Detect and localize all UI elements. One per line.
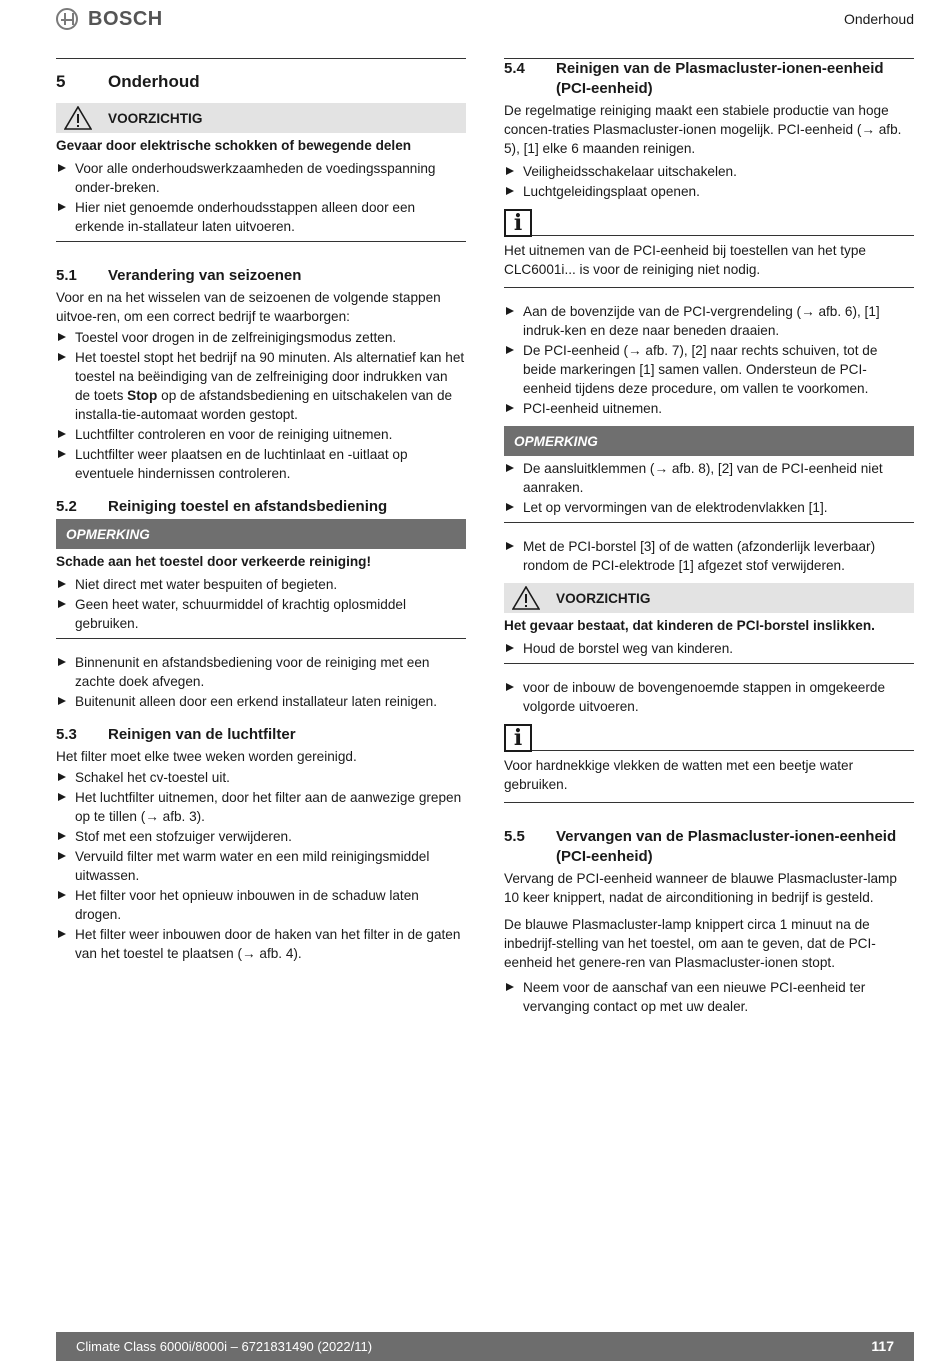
bosch-armature-icon (56, 8, 78, 30)
warning-bar (504, 583, 914, 613)
list-item: Het filter voor het opnieuw inbouwen in de schaduw laten drogen. (56, 886, 466, 924)
warning-steps (504, 639, 914, 658)
info-block (504, 209, 914, 288)
note-block (504, 426, 914, 523)
list-item: Aan de bovenzijde van de PCI-vergrendeling (→ afb. 6), [1] indruk-ken en deze naar beneden draaien. (504, 302, 914, 340)
warning-bar (56, 103, 466, 133)
divider (532, 235, 914, 236)
list-item: De aansluitklemmen (→ afb. 8), [2] van de PCI-eenheid niet aanraken. (504, 459, 914, 497)
list-item: Geen heet water, schuurmiddel of krachtig oplosmiddel gebruiken. (56, 595, 466, 633)
left-column (56, 58, 466, 964)
steps-5-4b (504, 302, 914, 418)
steps-5-4a (504, 162, 914, 201)
note-headline: Schade aan het toestel door verkeerde reiniging! (56, 554, 372, 569)
note-bar: OPMERKING (504, 426, 914, 456)
steps-5-5 (504, 978, 914, 1016)
list-item: Stof met een stofzuiger verwijderen. (56, 827, 466, 846)
info-text: Voor hardnekkige vlekken de watten met een beetje water gebruiken. (504, 758, 854, 792)
steps-5-1 (56, 328, 466, 483)
section-heading-5-5 (504, 827, 914, 867)
section-number: 5.5 (504, 828, 525, 845)
info-header (504, 724, 914, 752)
section-heading-5-4 (504, 59, 914, 99)
running-title: Onderhoud (843, 11, 914, 27)
list-item: voor de inbouw de bovengenoemde stappen in omgekeerde volgorde uitvoeren. (504, 678, 914, 716)
page-number: 117 (871, 1338, 894, 1354)
section-title: Reinigen van de luchtfilter (108, 726, 296, 743)
right-column (504, 58, 914, 1017)
list-item: PCI-eenheid uitnemen. (504, 399, 914, 418)
section-number: 5.1 (56, 267, 77, 284)
section-heading-5-1 (56, 266, 466, 286)
note-steps (56, 575, 466, 633)
document-reference: Climate Class 6000i/8000i – 6721831490 (2022/11) (76, 1339, 373, 1354)
warning-block (504, 583, 914, 664)
section-number: 5.2 (56, 498, 77, 515)
info-icon: i (504, 209, 532, 237)
steps-5-4d (504, 678, 914, 716)
list-item: Luchtgeleidingsplaat openen. (504, 182, 914, 201)
warning-triangle-icon (504, 586, 556, 610)
list-item: Luchtfilter controleren en voor de reiniging uitnemen. (56, 425, 466, 444)
section-heading-5-3 (56, 725, 466, 745)
section-number: 5.4 (504, 60, 525, 77)
list-item: Voor alle onderhoudswerkzaamheden de voedingsspanning onder-breken. (56, 159, 466, 197)
warning-headline: Het gevaar bestaat, dat kinderen de PCI-borstel inslikken. (504, 618, 875, 633)
list-item: Vervuild filter met warm water en een mild reinigingsmiddel uitwassen. (56, 847, 466, 885)
page-footer (56, 1332, 914, 1361)
paragraph: De regelmatige reiniging maakt een stabiele productie van hoge concen-traties Plasmacluster-ionen mogelijk. PCI-eenheid (→ afb. 5), [1] elke 6 maanden reinigen. (504, 103, 902, 156)
section-title: Verandering van seizoenen (108, 267, 302, 284)
section-title: Reinigen van de Plasmacluster-ionen-eenheid (PCI-eenheid) (556, 60, 884, 97)
paragraph: Het filter moet elke twee weken worden gereinigd. (56, 749, 357, 764)
list-item: Luchtfilter weer plaatsen en de luchtinlaat en -uitlaat op eventuele hindernissen controleren. (56, 445, 466, 483)
paragraph: De blauwe Plasmacluster-lamp knippert circa 1 minuut na de inbedrijf-stelling van het toestel, om aan te geven, dat de PCI-eenheid het genere-ren van Plasmacluster-ionen stopt. (504, 917, 876, 970)
info-text: Het uitnemen van de PCI-eenheid bij toestellen van het type CLC6001i... is voor de reiniging niet nodig. (504, 243, 866, 277)
bosch-logo (56, 8, 163, 30)
list-item: Het luchtfilter uitnemen, door het filter aan de aanwezige grepen op te tillen (→ afb. 3). (56, 788, 466, 826)
list-item: Neem voor de aanschaf van een nieuwe PCI-eenheid ter vervanging contact op met uw dealer. (504, 978, 914, 1016)
page-header (56, 6, 914, 36)
divider (532, 750, 914, 751)
warning-triangle-icon (56, 106, 108, 130)
note-bar: OPMERKING (56, 519, 466, 549)
list-item: Met de PCI-borstel [3] of de watten (afzonderlijk leverbaar) rondom de PCI-elektrode [1] afgezet stof verwijderen. (504, 537, 914, 575)
list-item: Schakel het cv-toestel uit. (56, 768, 466, 787)
chapter-number: 5 (56, 72, 66, 91)
list-item: Binnenunit en afstandsbediening voor de reiniging met een zachte doek afvegen. (56, 653, 466, 691)
note-block (56, 519, 466, 639)
list-item: Het filter weer inbouwen door de haken van het filter in de gaten van het toestel te plaatsen (→ afb. 4). (56, 925, 466, 963)
key-name: Stop (127, 388, 158, 403)
steps-5-2 (56, 653, 466, 711)
list-item: Veiligheidsschakelaar uitschakelen. (504, 162, 914, 181)
section-title: Vervangen van de Plasmacluster-ionen-eenheid (PCI-eenheid) (556, 828, 897, 865)
info-header (504, 209, 914, 237)
warning-headline: Gevaar door elektrische schokken of bewegende delen (56, 138, 412, 153)
text: op de afstandsbediening en uitschakelen van de installa-tie-automaat worden gestopt. (75, 388, 453, 422)
brand-name: BOSCH (88, 7, 163, 30)
steps-5-3 (56, 768, 466, 963)
chapter-title: Onderhoud (108, 72, 200, 91)
paragraph: Voor en na het wisselen van de seizoenen de volgende stappen uitvoe-ren, om een correct bedrijf te waarborgen: (56, 290, 441, 324)
list-item: Toestel voor drogen in de zelfreinigingsmodus zetten. (56, 328, 466, 347)
warning-label: VOORZICHTIG (108, 110, 203, 126)
steps-5-4c (504, 537, 914, 575)
warning-steps (56, 159, 466, 236)
info-icon: i (504, 724, 532, 752)
section-title: Reiniging toestel en afstandsbediening (108, 498, 388, 515)
list-item: Houd de borstel weg van kinderen. (504, 639, 914, 658)
chapter-heading (56, 71, 466, 93)
section-number: 5.3 (56, 726, 77, 743)
list-item: De PCI-eenheid (→ afb. 7), [2] naar rechts schuiven, tot de beide markeringen [1] samen vallen. Ondersteun de PCI-eenheid tijdens deze procedure, om vallen te voorkomen. (504, 341, 914, 398)
warning-label: VOORZICHTIG (556, 590, 651, 606)
info-block (504, 724, 914, 803)
list-item (56, 348, 466, 424)
section-heading-5-2 (56, 497, 466, 517)
paragraph: Vervang de PCI-eenheid wanneer de blauwe Plasmacluster-lamp 10 keer knippert, nadat de airconditioning in bedrijf is gesteld. (504, 871, 897, 905)
list-item: Buitenunit alleen door een erkend installateur laten reinigen. (56, 692, 466, 711)
list-item: Hier niet genoemde onderhoudsstappen alleen door een erkende in-stallateur laten uitvoeren. (56, 198, 466, 236)
note-steps (504, 459, 914, 517)
list-item: Let op vervormingen van de elektrodenvlakken [1]. (504, 498, 914, 517)
text: Het toestel stopt het bedrijf na 90 minuten. Als alternatief kan het toestel na beëindiging van de zelfreiniging door indrukken van de toets (75, 350, 465, 403)
warning-block (56, 103, 466, 242)
list-item: Niet direct met water bespuiten of begieten. (56, 575, 466, 594)
